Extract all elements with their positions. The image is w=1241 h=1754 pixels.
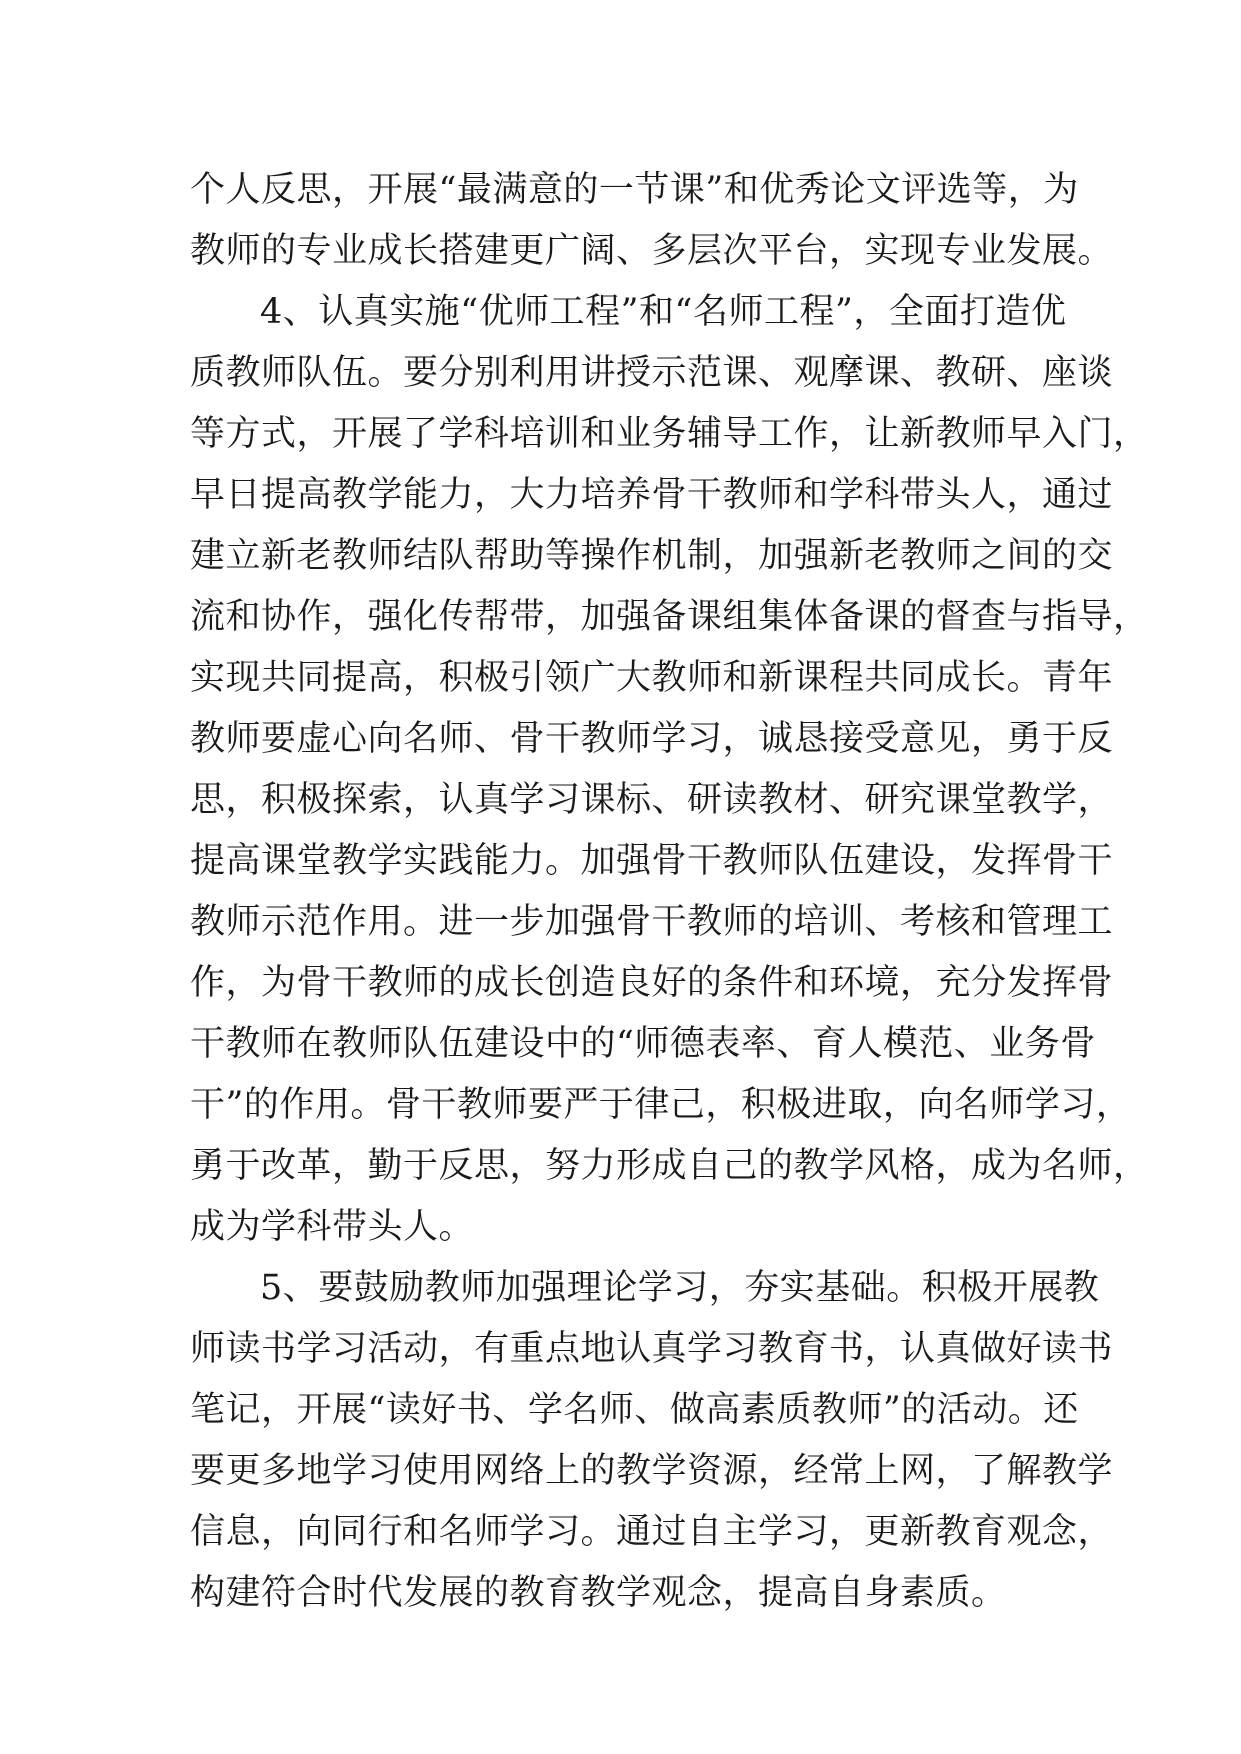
text-line: 笔记，开展“读好书、学名师、做高素质教师”的活动。还 <box>190 1390 1079 1430</box>
text-line: 教师示范作用。进一步加强骨干教师的培训、考核和管理工 <box>190 902 1114 942</box>
text-line: 师读书学习活动，有重点地认真学习教育书，认真做好读书 <box>190 1329 1114 1369</box>
text-line: 流和协作，强化传帮带，加强备课组集体备课的督查与指导， <box>190 597 1149 637</box>
text-line: 早日提高教学能力，大力培养骨干教师和学科带头人，通过 <box>190 475 1114 515</box>
text-line: 教师要虚心向名师、骨干教师学习，诚恳接受意见，勇于反 <box>190 719 1114 759</box>
text-line: 质教师队伍。要分别利用讲授示范课、观摩课、教研、座谈 <box>190 353 1114 393</box>
document-body <box>190 160 1149 1624</box>
text-line: 干教师在教师队伍建设中的“师德表率、育人模范、业务骨 <box>190 1024 1096 1064</box>
text-line: 实现共同提高，积极引领广大教师和新课程共同成长。青年 <box>190 658 1114 698</box>
text-line: 教师的专业成长搭建更广阔、多层次平台，实现专业发展。 <box>190 231 1114 271</box>
text-line: 信息，向同行和名师学习。通过自主学习，更新教育观念， <box>190 1512 1114 1552</box>
text-line: 构建符合时代发展的教育教学观念，提高自身素质。 <box>190 1573 1007 1613</box>
text-line: 勇于改革，勤于反思，努力形成自己的教学风格，成为名师， <box>190 1146 1149 1186</box>
text-line: 5、要鼓励教师加强理论学习，夯实基础。积极开展教 <box>260 1268 1100 1308</box>
text-line: 建立新老教师结队帮助等操作机制，加强新老教师之间的交 <box>190 536 1114 576</box>
paragraph-continuation <box>190 160 1114 282</box>
text-line: 干”的作用。骨干教师要严于律己，积极进取，向名师学习， <box>190 1085 1132 1125</box>
text-line: 要更多地学习使用网络上的教学资源，经常上网，了解教学 <box>190 1451 1114 1491</box>
text-line: 提高课堂教学实践能力。加强骨干教师队伍建设，发挥骨干 <box>190 841 1114 881</box>
text-line: 作，为骨干教师的成长创造良好的条件和环境，充分发挥骨 <box>190 963 1114 1003</box>
paragraph-item-4 <box>190 282 1149 1258</box>
text-line: 思，积极探索，认真学习课标、研读教材、研究课堂教学， <box>190 780 1114 820</box>
text-line: 成为学科带头人。 <box>190 1207 475 1247</box>
text-line: 个人反思，开展“最满意的一节课”和优秀论文评选等，为 <box>190 170 1079 210</box>
text-line: 4、认真实施“优师工程”和“名师工程”，全面打造优 <box>260 292 1067 332</box>
paragraph-item-5 <box>190 1258 1114 1624</box>
text-line: 等方式，开展了学科培训和业务辅导工作，让新教师早入门， <box>190 414 1149 454</box>
